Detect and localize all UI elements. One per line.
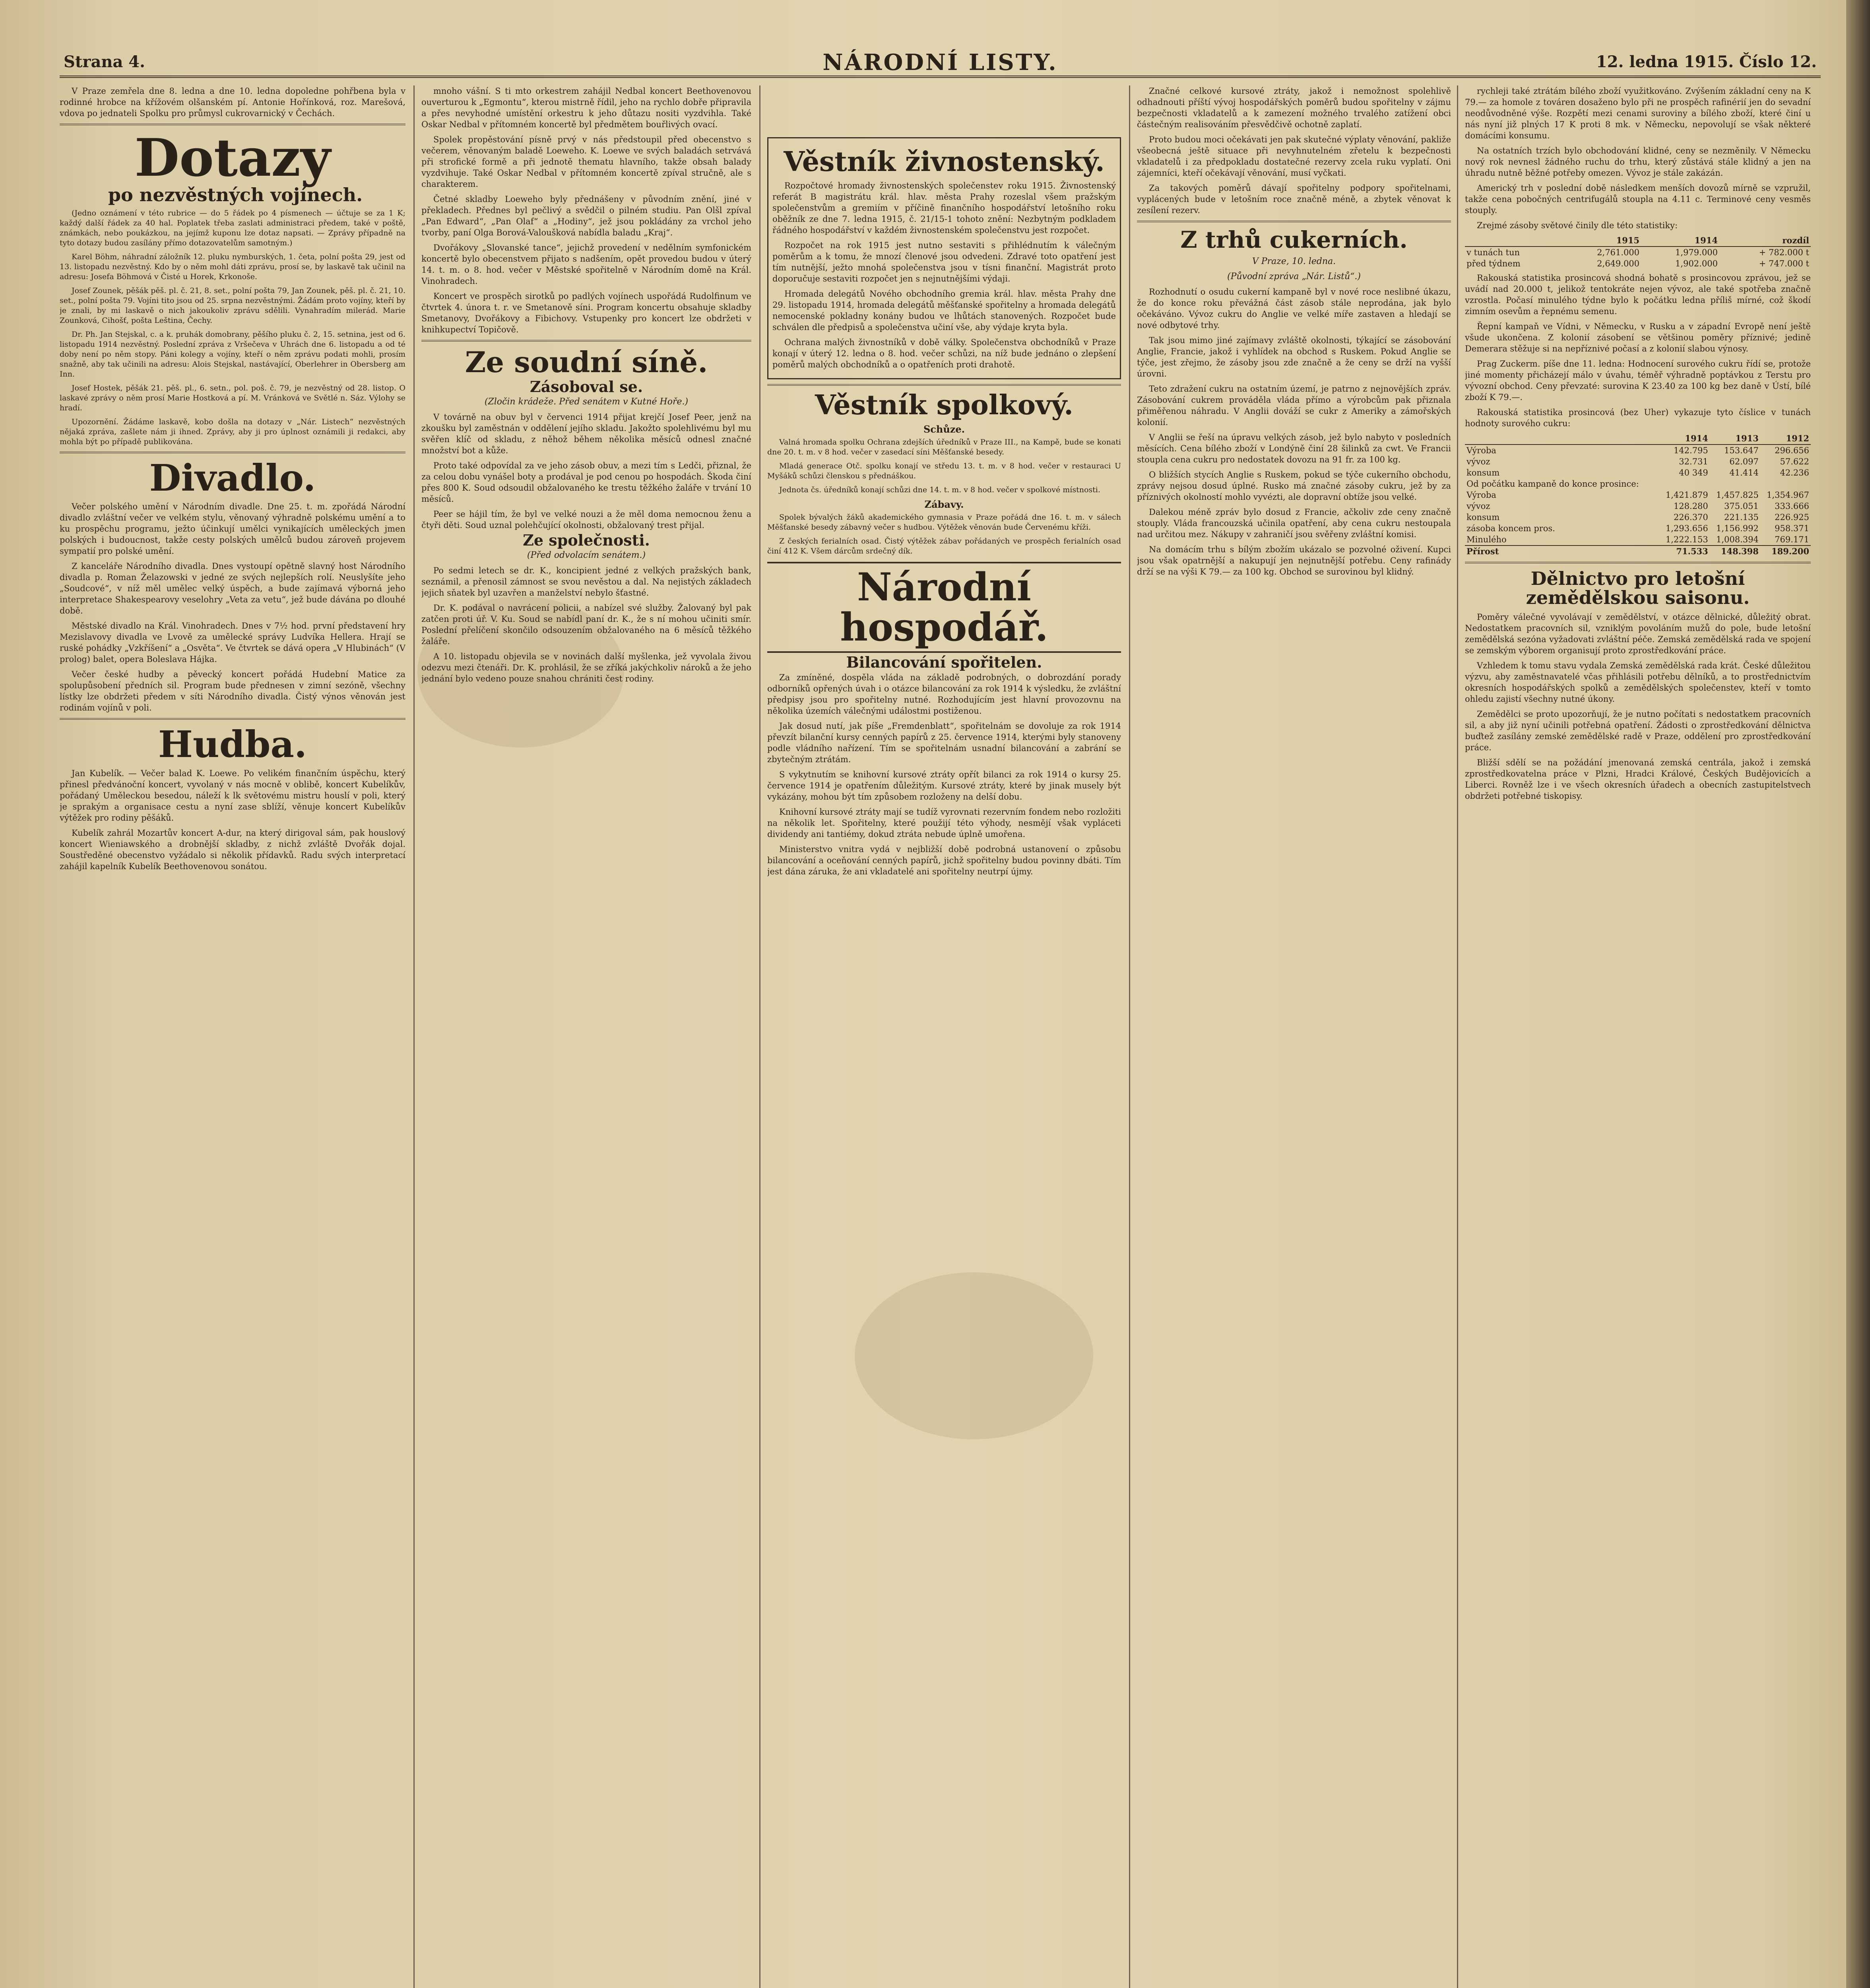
column-rule xyxy=(1457,85,1458,1988)
article-paragraph: S vykytnutím se knihovní kursové ztráty opřít bilanci za rok 1914 o kursy 25. července 1914 je opatřením důležitým. Kursové ztráty, které by jinak musely být vykázány, mohou být tím způsobem rozloženy na delší dobu. xyxy=(767,770,1121,802)
table-cell: 296.656 xyxy=(1775,446,1809,455)
table-cell: 153.647 xyxy=(1724,446,1759,455)
table-cell: 226.925 xyxy=(1775,513,1809,522)
table-sum-row xyxy=(1465,546,1811,557)
austrian-statistics-table xyxy=(1465,433,1811,557)
article-paragraph: Teto zdražení cukru na ostatním území, je patrno z nejnovějších zpráv. Zásobování cukrem prováděla vláda přímo a výrobcům pak přiznala přiměřenou náhradu. V Anglii dováží se cukr z Ameriky a zámořských kolonií. xyxy=(1137,384,1451,427)
article-paragraph: Josef Zounek, pěšák pěš. pl. č. 21, 8. set., polní pošta 79, Jan Zounek, pěš. pl. č. 21, 10. set., polní pošta 79. Vojíni tito jsou od 25. srpna nezvěstnými. Žádám proto vojíny, kteří by je znali, by mi laskavě o nich jakoukoliv zprávu sdělili. Vynahradím milerád. Marie Zounková, Cihošť, pošta Leština, Čechy. xyxy=(60,286,405,325)
cukr-heading: Z trhů cukerních. xyxy=(1180,226,1408,253)
article-paragraph: Na domácím trhu s bílým zbožím ukázalo se pozvolné oživení. Kupci jsou však opatrnější a nakupují jen nejnutnější potřebu. Ceny rafinády drží se na výši K 79.— za 100 kg. Obchod se surovinou byl klidný. xyxy=(1137,544,1451,577)
schuze-section xyxy=(767,437,1121,495)
table-cell: konsum xyxy=(1467,468,1500,478)
table-cell: konsum xyxy=(1467,513,1500,522)
table-cell xyxy=(1659,478,1710,489)
page-binding-edge xyxy=(1846,0,1870,1988)
table-cell: zásoba koncem pros. xyxy=(1467,524,1555,533)
table-cell: v tunách tun xyxy=(1467,248,1520,257)
article-paragraph: Městské divadlo na Král. Vinohradech. Dnes v 7½ hod. první představení hry Mezislavovy divadla ve Lvově za umělecké správy Ludvíka Hellera. Hrají se ruské pohádky „Vzkříšení“ a „Osvěta“. Ve čtvrtek se dává opera „V Hlubinách“ (V prolog) balet, opera Boleslava Hájka. xyxy=(60,621,405,664)
article-paragraph: Rakouská statistika prosincová shodná bohatě s prosincovou zprávou, jež se uvádí nad 20.000 t, jelikož tentokráte nejen vývoz, ale také spotřeba značně vzrostla. Počasí minulého týdne bylo k počátku ledna příliš mírné, což škodí zimním osevům a řepnému semenu. xyxy=(1465,273,1811,316)
divider xyxy=(1465,562,1811,563)
article-paragraph: Dalekou méně zpráv bylo dosud z Francie, ačkoliv zde ceny značně stouply. Vláda francouzská učinila opatření, aby cena cukru nestoupala nad určitou mez. Nákupy v zahraničí jsou svěřeny zvláštní komisi. xyxy=(1137,507,1451,539)
dotazy-subtitle: po nezvěstných vojínech. xyxy=(108,184,363,206)
table-cell: 1,293.656 xyxy=(1665,524,1708,533)
table-row xyxy=(1465,445,1811,456)
table-cell: 2,649.000 xyxy=(1597,259,1640,268)
divider xyxy=(767,384,1121,386)
table-header-cell: rozdíl xyxy=(1719,235,1811,247)
spolek-heading: Věstník spolkový. xyxy=(815,389,1073,421)
table-row xyxy=(1465,258,1811,269)
vestnik-box xyxy=(767,137,1121,379)
article-paragraph: Proto také odpovídal za ve jeho zásob obuv, a mezi tím s Ledči, přiznal, že za celou dobu vynášel boty a prodával je pod cenou po hospodách. Škoda činí přes 800 K. Soud odsoudil obžalovaného ke trestu těžkého žaláře v trvání 10 měsíců. xyxy=(421,460,751,504)
sugar-continuation xyxy=(1465,85,1811,231)
zabavy-section xyxy=(767,513,1121,556)
savings-continuation xyxy=(1137,85,1451,216)
table-cell: 1,457.825 xyxy=(1716,490,1759,500)
article-paragraph: Jak dosud nutí, jak píše „Fremdenblatt“, spořitelnám se dovoluje za rok 1914 převzít bilanční kursy cenných papírů z 25. července 1914, kterými byly stanoveny podle vládního nařízení. Tím se spořitelnám usnadní bilancování a zabrání se zbytečným ztrátám. xyxy=(767,721,1121,765)
article-paragraph: Zemědělci se proto upozorňují, že je nutno počítati s nedostatkem pracovních sil, a aby již nyní učinili potřebná opatření. Žádosti o zprostředkování dělnictva buďtež zasílány zemské zemědělské radě v Praze, oddělení pro zprostředkování práce. xyxy=(1465,709,1811,752)
table-cell: 221.135 xyxy=(1724,513,1759,522)
table-cell: 333.666 xyxy=(1775,501,1809,511)
table-cell: 1,979.000 xyxy=(1675,248,1718,257)
table-cell: 1,421.879 xyxy=(1665,490,1708,500)
delnictvo-heading: Dělnictvo pro letošní zemědělskou saisonu. xyxy=(1526,568,1750,609)
article-paragraph: Večer polského umění v Národním divadle. Dne 25. t. m. zpořádá Národní divadlo zvláštní večer ve velkém stylu, věnovaný výhradně polskému umění a to ku prospěchu programu, ježto účinkují umělci vynikajících uměleckých jmen polských i budoucnost, takže cesty polských umělců budou zároveň projevem sympatií pro polské umění. xyxy=(60,502,405,556)
article-paragraph: O bližších stycích Anglie s Ruskem, pokud se týče cukerního obchodu, zprávy nejsou dosud úplné. Rusko má značné zásoby cukru, jež by za příznivých okolností mohlo vyvézti, ale dopravní obtíže jsou velké. xyxy=(1137,470,1451,502)
table-cell: 226.370 xyxy=(1673,513,1708,522)
article-paragraph: Karel Böhm, náhradní záložník 12. pluku nymburských, 1. četa, polní pošta 29, jest od 13. listopadu nezvěstný. Kdo by o něm mohl dáti zprávu, prosí se, by laskavě tak učinil na adresu: Josefa Böhmová v Čisté u Horek, Krkonoše. xyxy=(60,252,405,281)
hudba-section xyxy=(60,768,405,872)
sugar-statistics-text xyxy=(1465,272,1811,429)
table-row xyxy=(1465,512,1811,523)
article-paragraph: Dvořákovy „Slovanské tance“, jejichž provedení v nedělním symfonickém koncertě bylo obecenstvem přijato s nadšením, opět provedou budou v úterý 14. t. m. o 8. hod. večer v Městské spořitelně v Národním domě na Král. Vinohradech. xyxy=(421,243,751,286)
hudba-heading: Hudba. xyxy=(158,723,307,766)
article-paragraph: Rozhodnutí o osudu cukerní kampaně byl v nové roce neslibné úkazu, že do konce roku převážná část zásob stále neprodána, jak bylo očekáváno. Vývoz cukru do Anglie ve velké míře zastaven a hledají se nové odbytové trhy. xyxy=(1137,287,1451,330)
column-1 xyxy=(60,85,405,1988)
article-paragraph: Ministerstvo vnitra vydá v nejbližší době podrobná ustanovení o způsobu bilancování a oceňování cenných papírů, jichž spořitelny budou povinny dbáti. Tím jest dána záruka, že ani vkladatelé ani spořitelny neutrpí újmy. xyxy=(767,845,1121,877)
article-paragraph: Josef Hostek, pěšák 21. pěš. pl., 6. setn., pol. poš. č. 79, je nezvěstný od 28. listop. O laskavé zprávy o něm prosí Marie Hostková a pí. M. Vránková ve Světlé n. Sáz. Výlohy se hradí. xyxy=(60,383,405,412)
table-cell: 2,761.000 xyxy=(1597,248,1640,257)
soudni-section xyxy=(421,412,751,531)
article-paragraph: V Anglii se řeší na úpravu velkých zásob, jež bylo nabyto v posledních měsících. Cena bílého zboží v Londýně činí 28 šilinků za cwt. Ve Francii stoupla cena cukru pro nedostatek dovozu na 91 fr. za 100 kg. xyxy=(1137,432,1451,464)
column-4 xyxy=(1137,85,1451,1988)
table-cell: 1,222.153 xyxy=(1665,535,1708,544)
article-paragraph: Za zmíněné, dospěla vláda na základě podrobných, o dobrozdání porady odborníků opřených úvah i o otázce bilancování za rok 1914 k výsledku, že zvláštní předpisy jsou pro spořitelny nutné. Rozhodujícím jest hlavní provozovnu na několika územích válečnými událostmi postiženou. xyxy=(767,673,1121,716)
article-paragraph: Ochrana malých živnostníků v době války. Společenstva obchodníků v Praze konají v úterý 12. ledna o 8. hod. večer schůzi, na níž bude jednáno o zlepšení poměrů malých obchodníků a o opatřeních proti drahotě. xyxy=(772,338,1116,370)
table-header-cell: 1915 xyxy=(1563,235,1641,247)
table-cell: 769.171 xyxy=(1775,535,1809,544)
vestnik-section xyxy=(772,180,1116,370)
article-paragraph: mnoho vášní. S ti mto orkestrem zahájil Nedbal koncert Beethovenovou ouverturou k „Egmontu“, kterou mistrně řídil, jeho na rychlo dobře připravila a přes nevyhodné umístění orkestru k jeho důtazu nositi vyzdvihla. Také Oskar Nedbal v přítomném koncertě byl předmětem bouřlivých ovací. xyxy=(421,86,751,129)
article-paragraph: Z kanceláře Národního divadla. Dnes vystoupí opětně slavný host Národního divadla p. Roman Želazowski v jedné ze svých nejlepších rolí. Neuslyšíte jeho „Soudcové“, v níž měl umělec velký úspěch, a bude zajímavá výborná jeho interpretace Shakespearovy veselohry „Veta za vetu“, jež bude dávána po dlouhé době. xyxy=(60,561,405,616)
article-paragraph: Americký trh v poslední době následkem menších dovozů mírně se vzpružil, takže cena pobočných centrifugálů stoupla na 4.11 c. Terminové ceny vesměs stouply. xyxy=(1465,183,1811,215)
table-cell: 375.051 xyxy=(1724,501,1759,511)
spolecnost-section xyxy=(421,565,751,684)
divider xyxy=(421,340,751,342)
article-paragraph: Vzhledem k tomu stavu vydala Zemská zemědělská rada krát. České důležitou výzvu, aby zaměstnavatelé včas přihlásili potřebu dělníků, a to prostřednictvím okresních hospodářských spolků a zemědělských společenstev, kteří v tomto ohledu zajistí všechny nutné úkony. xyxy=(1465,660,1811,704)
table-cell: 148.398 xyxy=(1710,546,1760,557)
masthead: NÁRODNÍ LISTY. xyxy=(822,49,1058,76)
article-paragraph: Jan Kubelík. — Večer balad K. Loewe. Po velikém finančním úspěchu, který přinesl předvánoční koncert, vyvolaný v nás mocně v oblibě, koncert Kubelíkův, pořádaný Uměleckou besedou, náleží k lk světovému mistru houslí v poli, který je sprakým a organisace cestu a nyní zase sblíží, věnuje koncert Kubelíkův výtěžek pro rodiny pěšáků. xyxy=(60,768,405,823)
vestnik-heading: Věstník živnostenský. xyxy=(784,146,1105,178)
table-header-cell: 1912 xyxy=(1760,433,1811,445)
table-header-cell xyxy=(1465,433,1659,445)
column-rule xyxy=(413,85,415,1988)
article-paragraph: Spolek bývalých žáků akademického gymnasia v Praze pořádá dne 16. t. m. v sálech Měšťanské besedy zábavný večer s hudbou. Výtěžek věnován bude Červenému kříži. xyxy=(767,513,1121,532)
table-row xyxy=(1465,523,1811,534)
table-cell: Výroba xyxy=(1467,490,1496,500)
article-paragraph: Řepní kampaň ve Vídni, v Německu, v Rusku a v západní Evropě není ještě všude ukončena. Z kolonií zásobení se většinou poměry příznivé; jedině Demerara stěžuje si na nepříznivé počasí a z kolonií slabou výnosy. xyxy=(1465,322,1811,353)
table-cell: 128.280 xyxy=(1673,501,1708,511)
table-cell: 1,354.967 xyxy=(1767,490,1809,500)
table-cell: 1,008.394 xyxy=(1716,535,1759,544)
article-paragraph: Knihovní kursové ztráty mají se tudíž vyrovnati rezervním fondem nebo rozložiti na několik let. Spořitelny, které použijí této výhody, nesmějí však vypláceti dividendy ani tantiémy, dokud ztráta nebude úplně umořena. xyxy=(767,807,1121,839)
article-paragraph: Četné skladby Loeweho byly přednášeny v původním znění, jiné v překladech. Přednes byl pečlivý a svědčil o pilném studiu. Pan Olšl zpíval „Pan Edward“, „Pan Olaf“ a „Hodiny“, jež jsou pokládány za vrchol jeho tvorby, paní Olga Borová-Valoušková nabídla baladu „Kraj“. xyxy=(421,194,751,237)
spolecnost-subheading: Ze společnosti. xyxy=(523,531,650,549)
hosp-heading: Národní hospodář. xyxy=(767,562,1121,653)
spolecnost-dateline: (Před odvolacím senátem.) xyxy=(527,550,646,560)
column-3 xyxy=(767,85,1121,1988)
hosp-section xyxy=(767,672,1121,877)
article-paragraph: Bližší sdělí se na požádání jmenovaná zemská centrála, jakož i zemská zprostředkovatelna práce v Plzni, Hradci Králové, Českých Budějovicích a Liberci. Rovněž lze i ve všech okresních úřadech a obecních zastupitelstvech obdržeti potřebné tiskopisy. xyxy=(1465,757,1811,801)
dotazy-title: Dotazy xyxy=(134,127,331,188)
table-cell: Od počátku kampaně do konce prosince: xyxy=(1467,479,1639,489)
delnictvo-section xyxy=(1465,612,1811,802)
column-5 xyxy=(1465,85,1811,1988)
table-header-cell xyxy=(1465,235,1563,247)
column-rule xyxy=(1129,85,1130,1988)
issue-date: 12. ledna 1915. Číslo 12. xyxy=(1596,52,1817,71)
table-cell: Výroba xyxy=(1467,446,1496,455)
soudni-subheading: Zásoboval se. xyxy=(530,377,643,396)
dotazy-heading xyxy=(60,127,405,206)
obituary-notice: V Praze zemřela dne 8. ledna a dne 10. ledna dopoledne pohřbena byla v rodinné hrobce na křížovém olšanském pí. Antonie Hořínková, roz. Marešová, vdova po jednateli Spolku pro průmysl cukrovarnický v Čechách. xyxy=(60,86,405,118)
article-paragraph: Hromada delegátů Nového obchodního gremia král. hlav. města Prahy dne 29. listopadu 1914, hromada delegátů měšťanské spořitelny a hromada delegátů nemocenské pokladny konány budou ve lhůtách stanovených. Rozpočet bude schválen dle předpisů a společenstva učiní vše, aby výdaje kryta byla. xyxy=(772,289,1116,332)
article-paragraph: A 10. listopadu objevila se v novinách další myšlenka, jež vyvolala živou odezvu mezi čtenáři. Dr. K. prohlásil, že se zříká jakýchkoliv nároků a že jeho jednání bylo vedeno pouze snahou chrániti čest rodiny. xyxy=(421,651,751,683)
column-gap xyxy=(767,85,1121,137)
article-paragraph: Valná hromada spolku Ochrana zdejších úředníků v Praze III., na Kampě, bude se konati dne 20. t. m. v 8 hod. večer v zasedací síni Měšťanské besedy. xyxy=(767,437,1121,456)
divider xyxy=(60,718,405,720)
article-paragraph: Poměry válečné vyvolávají v zemědělství, v otázce dělnické, důležitý obrat. Nedostatkem pracovních sil, vzniklým povoláním mužů do pole, bude letošní zemědělská sezóna vyžadovati zvláštní péče. Zemská zemědělská rada ve spojení se zemským výborem organisují proto zprostředkování práce. xyxy=(1465,612,1811,655)
table-cell: 42.236 xyxy=(1780,468,1809,478)
table-cell: 41.414 xyxy=(1729,468,1759,478)
table-header-cell: 1914 xyxy=(1659,433,1710,445)
table-cell: 62.097 xyxy=(1729,457,1759,466)
hosp-subheading: Bilancování spořitelen. xyxy=(846,653,1042,672)
table-cell: + 782.000 t xyxy=(1759,248,1809,257)
table-row xyxy=(1465,467,1811,478)
divider xyxy=(60,124,405,125)
article-paragraph: Dr. K. podával o navrácení policii, a nabízel své služby. Žalovaný byl pak zatčen proti úř. V. Ku. Soud se nabídl paní dr. K., že s ní mohou učiniti smír. Poslední přelíčení skončilo odsouzením obžalovaného na 6 měsíců těžkého žaláře. xyxy=(421,603,751,646)
article-paragraph: Kubelík zahrál Mozartův koncert A-dur, na který dirigoval sám, pak houslový koncert Wieniawského a drobnější skladby, z nichž zvláště Dvořák dojal. Soustředěné obecenstvo vyžádalo si několik přídavků. Radu svých interpretací zahájil kapelník Kubelík Beethovenovou sonátou. xyxy=(60,828,405,871)
table-cell: 1,902.000 xyxy=(1675,259,1718,268)
article-paragraph: Za takových poměrů dávají spořitelny podpory spořitelnami, vyplácených bude v letošním roce značně méně, a zbytek věnovat k zesílení rezerv. xyxy=(1137,183,1451,215)
table-row xyxy=(1465,501,1811,512)
divider xyxy=(1137,221,1451,222)
table-cell: 958.371 xyxy=(1775,524,1809,533)
table-cell: Minulého xyxy=(1467,535,1507,544)
table-row xyxy=(1465,456,1811,467)
article-paragraph: Proto budou moci očekávati jen pak skutečné výplaty věnování, pakliže všeobecná ještě situace při nevyhnutelném zřetelu k bezpečnosti vkladatelů i za předpokladu dostatečné rezervy zcela ruku vyplatí. Oni zájemníci, kteří očekávají věnování, musí vyčkati. xyxy=(1137,135,1451,178)
table-row xyxy=(1465,489,1811,501)
cukr-source: (Původní zpráva „Nár. Listů“.) xyxy=(1227,271,1361,282)
article-paragraph: Koncert ve prospěch sirotků po padlých vojínech uspořádá Rudolfinum ve čtvrtek 4. února t. r. ve Smetanově síni. Program koncertu obsahuje skladby Smetanovy, Dvořákovy a Fibichovy. Vstupenky pro koncert lze obdržeti v knihkupectví Topičově. xyxy=(421,291,751,334)
table-cell: 57.622 xyxy=(1780,457,1809,466)
soudni-dateline: (Zločin krádeže. Před senátem v Kutné Hoře.) xyxy=(484,396,689,407)
article-paragraph: Rakouská statistika prosincová (bez Uher) vykazuje tyto číslice v tunách hodnoty surového cukru: xyxy=(1465,408,1811,428)
cukr-dateline: V Praze, 10. ledna. xyxy=(1252,256,1336,266)
query-list xyxy=(60,252,405,447)
article-paragraph: Peer se hájil tím, že byl ve velké nouzi a že měl doma nemocnou ženu a čtyři děti. Soud uznal polehčující okolnosti, obžalovaný trest přijal. xyxy=(421,509,751,530)
divadlo-heading: Divadlo. xyxy=(149,456,316,499)
dotazy-notice: (Jedno oznámení v této rubrice — do 5 řádek po 4 písmenech — účtuje se za 1 K; každý další řádek za 40 hal. Poplatek třeba zaslati administraci předem, také v poště, známkách, nebo poukázkou, na jejímž kuponu lze dotaz napsati. — Zprávy případně na tyto dotazy budou zasílány přímo dotazovatelům samotným.) xyxy=(60,208,405,247)
article-paragraph: Po sedmi letech se dr. K., koncipient jedné z velkých pražských bank, seznámil, a přenosil zámnost se svou nevěstou a dal. Na nejistých základech jejich sňatek byl uzavřen a manželství nebylo šťastné. xyxy=(421,565,751,598)
column-rule xyxy=(759,85,760,1988)
article-paragraph: Jednota čs. úředníků konají schůzi dne 14. t. m. v 8 hod. večer v spolkové místnosti. xyxy=(779,485,1100,494)
article-paragraph: Prag Zuckerm. píše dne 11. ledna: Hodnocení surového cukru řídí se, protože jiné momenty přicházejí málo v úvahu, téměř výhradně poptávkou z Terstu pro vývozní obchod. Ceny převzaté: surovina K 23.40 za 100 kg bez daně v Ústí, bílé zboží K 79.—. xyxy=(1465,359,1811,402)
world-stocks-table xyxy=(1465,235,1811,269)
article-paragraph: Rozpočtové hromady živnostenských společenstev roku 1915. Živnostenský referát B magistrátu král. hlav. města Prahy rozeslal všem pražským společenstvům a gremiím v příčině finančního hospodářství letošního roku oběžník ze dne 7. ledna 1915, č. 21/15-1 tohoto znění: Nezbytným podkladem řádného hospodářství v každém živnostenském společenstvu jest rozpočet. xyxy=(772,181,1116,235)
table-cell xyxy=(1710,478,1760,489)
table-cell: 1,156.992 xyxy=(1716,524,1759,533)
table-cell: 142.795 xyxy=(1673,446,1708,455)
page-header xyxy=(60,48,1821,78)
article-paragraph: Zrejmé zásoby světové činily dle této statistiky: xyxy=(1477,221,1678,230)
table-cell: 189.200 xyxy=(1760,546,1811,557)
article-paragraph: Rozpočet na rok 1915 jest nutno sestaviti s přihlédnutím k válečným poměrům a k tomu, že mnozí členové jsou odvedeni. Zdravé toto opatření jest tím nutnější, ježto mnohá společenstva jsou v tísni finanční. Magistrát proto doporučuje sestaviti rozpočet jen s nejnutnějšími výdaji. xyxy=(772,241,1116,284)
table-cell xyxy=(1760,478,1811,489)
table-cell: před týdnem xyxy=(1467,259,1521,268)
article-paragraph: Spolek propěstování písně prvý v nás předstoupil před obecenstvo s večerem, věnovaným baladě Loeweho. K. Loewe ve svých baladách setrvává při strofické formě a při jednotě thematu hlavního, takže obsah balady vyzdvihuje. Také Oskar Nedbal v přítomném koncertě zpíval stručně, ale s charakterem. xyxy=(421,135,751,189)
cukr-section xyxy=(1137,286,1451,577)
table-row xyxy=(1465,247,1811,258)
article-paragraph: Večer české hudby a pěvecký koncert pořádá Hudební Matice za spolupůsobení předních sil. Program bude přednesen v zimní sezóně, všechny lístky lze obdržeti předem v síti Národního divadla. Čistý výnos věnován jest rodinám vojínů v poli. xyxy=(60,670,405,713)
article-paragraph: Z českých ferialních osad. Čistý výtěžek zábav pořádaných ve prospěch ferialních osad činí 412 K. Všem dárcům srdečný dík. xyxy=(767,536,1121,555)
article-paragraph: V továrně na obuv byl v červenci 1914 přijat krejčí Josef Peer, jenž na zkoušku byl zaměstnán v oddělení jejího skladu. Jakožto spolehlivému byl mu svěřen klíč od skladu, z něhož během několika měsíců odnesl značné množství bot a kůže. xyxy=(421,412,751,455)
article-paragraph: Na ostatních trzích bylo obchodování klidné, ceny se nezměnily. V Německu nový rok nevnesl žádného ruchu do trhu, který zůstává stále klidný a jen na úhradu nutně běžné potřeby omezen. Vývoz je stále zakázán. xyxy=(1465,146,1811,178)
article-paragraph: Mladá generace Otč. spolku konají ve středu 13. t. m. v 8 hod. večer v restauraci U Myšáků schůzi členskou s přednáškou. xyxy=(767,461,1121,480)
table-cell: 40 349 xyxy=(1679,468,1708,478)
table-cell: 32.731 xyxy=(1679,457,1708,466)
article-paragraph: Tak jsou mimo jiné zajímavy zvláště okolnosti, týkající se zásobování Anglie, Francie, jakož i vyhlídek na obchod s Ruskem. Pokud Anglie se týče, jest zřejmo, že zásoby jsou zde značně a že ceny se drží na vyšší úrovni. xyxy=(1137,335,1451,379)
article-paragraph: Značné celkové kursové ztráty, jakož i nemožnost spolehlivě odhadnouti příští vývoj hospodářských poměrů budou spořitelny v zájmu bezpečnosti vkladatelů a k zamezení možného trvalého zatížení obci částečným realisováním přesvědčivě ochotně zaplatí. xyxy=(1137,86,1451,129)
divider xyxy=(60,452,405,453)
table-row xyxy=(1465,478,1811,489)
music-continuation xyxy=(421,85,751,335)
soudni-heading: Ze soudní síně. xyxy=(465,345,708,379)
table-cell: Přírost xyxy=(1465,546,1659,557)
table-cell: vývoz xyxy=(1467,457,1490,466)
table-header-cell: 1914 xyxy=(1641,235,1719,247)
table-header-cell: 1913 xyxy=(1710,433,1760,445)
article-paragraph: rychleji také ztrátám bílého zboží využitkováno. Zvýšením základní ceny na K 79.— za homole z továren dosaženo bylo při ne prospěch rafinérií jen do sevadní neodůvodněné výše. Rozpětí mezi cenami suroviny a bílého zboží, které činí u nás nyní již plných 17 K proti 8 mk. v Německu, nepovolují se však některé domácími konsumu. xyxy=(1465,86,1811,140)
page-number: Strana 4. xyxy=(64,52,145,71)
table-cell: vývoz xyxy=(1467,501,1490,511)
divadlo-section xyxy=(60,501,405,713)
zabavy-label: Zábavy. xyxy=(924,498,964,510)
article-paragraph: Dr. Ph. Jan Stejskal, c. a k. pruhák domobrany, pěšího pluku č. 2, 15. setnina, jest od 6. listopadu 1914 nezvěstný. Poslední zpráva z Vršečeva v Uhrách dne 6. listopadu a od té doby není po něm stopy. Páni kolegy a vojíny, kteří o něm zprávu podati mohli, prosím snažně, aby tak učinili na adresu: Alois Stejskal, nastávající, Oberlehrer in Obersberg am Inn. xyxy=(60,330,405,379)
table-cell: 71.533 xyxy=(1659,546,1710,557)
schuze-label: Schůze. xyxy=(923,423,965,435)
column-2 xyxy=(421,85,751,1988)
table-cell: + 747.000 t xyxy=(1759,259,1809,268)
table-row xyxy=(1465,534,1811,546)
article-paragraph: Upozornění. Žádáme laskavě, kobo došla na dotazy v „Nár. Listech“ nezvěstných nějaká zpráva, zašlete nám ji ihned. Zprávy, aby ji pro úplnost oznámili ji redakci, aby mohla být po případě publikována. xyxy=(60,417,405,446)
